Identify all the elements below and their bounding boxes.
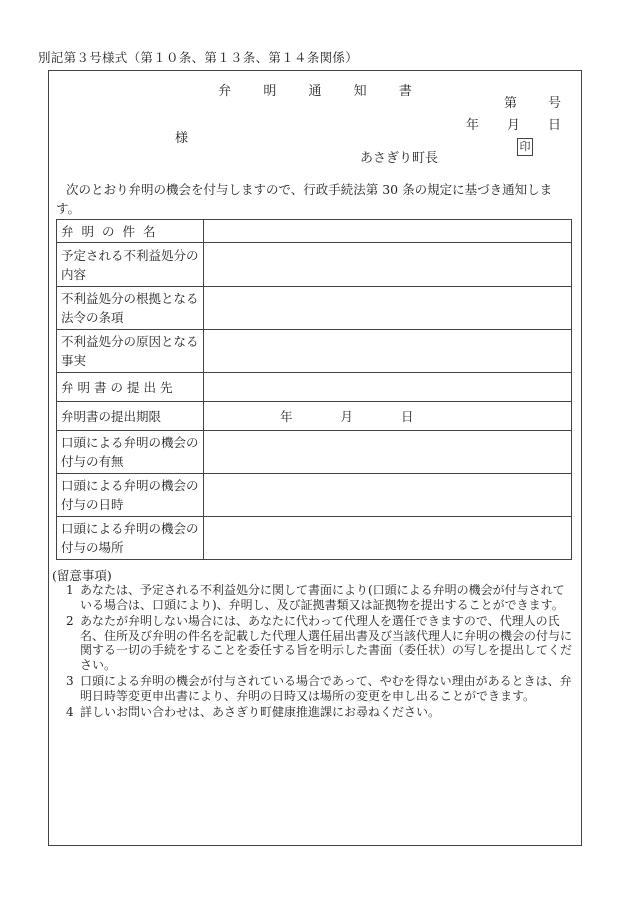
note-number: 1	[66, 583, 74, 597]
note-text: あなたが弁明しない場合には、あなたに代わって代理人を選任できますので、代理人の氏名、住所及び弁明の件名を記載した代理人選任届出書及び当該代理人に弁明の機会の付与に関する一切の手続をすることを委任する旨を明示した書面（委任状）の写しを提出してください。	[80, 614, 573, 672]
note-number: 4	[66, 705, 74, 719]
title-char: 明	[263, 84, 277, 99]
note-number: 2	[66, 614, 74, 628]
title-char: 弁	[218, 84, 232, 99]
row-value	[204, 373, 572, 402]
row-value	[204, 474, 572, 517]
row-value	[204, 517, 572, 560]
title-char: 通	[308, 84, 322, 99]
table-row	[57, 431, 572, 474]
title-char: 知	[353, 84, 367, 99]
table-row	[57, 220, 572, 243]
table-row	[57, 474, 572, 517]
date-day: 日	[548, 118, 562, 133]
sender-name: あさぎり町長	[360, 151, 439, 166]
row-value	[204, 287, 572, 330]
note-text: 口頭による弁明の機会が付与されている場合であって、やむを得ない理由があるときは、弁明日時等変更申出書により、弁明の日時又は場所の変更を申し出ることができます。	[80, 674, 572, 703]
notes-heading: (留意事項)	[52, 568, 112, 583]
date-month: 月	[507, 118, 521, 133]
note-item	[60, 674, 575, 703]
row-label: 弁明書の提出期限	[57, 402, 204, 431]
document-title	[0, 80, 630, 99]
row-value	[204, 220, 572, 243]
row-label: 弁明の件名	[57, 220, 204, 243]
table-row	[57, 402, 572, 431]
note-number: 3	[66, 674, 74, 688]
date-year: 年	[466, 118, 480, 133]
number-prefix: 第	[504, 96, 518, 111]
table-row	[57, 287, 572, 330]
intro-text: 次のとおり弁明の機会を付与しますので、行政手続法第 30 条の規定に基づき通知します。	[56, 182, 553, 216]
table-row	[57, 330, 572, 373]
form-label: 別記第３号様式（第１０条、第１３条、第１４条関係）	[38, 50, 359, 65]
deadline-year: 年	[280, 408, 293, 424]
row-label: 予定される不利益処分の内容	[57, 243, 204, 287]
row-label: 口頭による弁明の機会の付与の有無	[57, 431, 204, 474]
note-item	[60, 705, 575, 720]
row-label: 弁明書の提出先	[57, 373, 204, 402]
addressee-suffix: 様	[175, 131, 189, 146]
seal-mark: 印	[517, 138, 533, 156]
note-item	[60, 614, 575, 672]
table-row	[57, 243, 572, 287]
row-label: 不利益処分の根拠となる法令の条項	[57, 287, 204, 330]
note-text: あなたは、予定される不利益処分に関して書面により(口頭による弁明の機会が付与されている場合は、口頭により)、弁明し、及び証拠書類又は証拠物を提出することができます。	[80, 583, 565, 612]
row-label: 口頭による弁明の機会の付与の場所	[57, 517, 204, 560]
deadline-day: 日	[401, 408, 414, 424]
note-item	[60, 583, 575, 612]
row-value	[204, 330, 572, 373]
row-label: 不利益処分の原因となる事実	[57, 330, 204, 373]
note-text: 詳しいお問い合わせは、あさぎり町健康推進課にお尋ねください。	[80, 705, 441, 719]
row-value	[204, 431, 572, 474]
number-suffix: 号	[548, 96, 562, 111]
row-value	[204, 243, 572, 287]
table-row	[57, 517, 572, 560]
deadline-month: 月	[340, 408, 354, 424]
row-label: 口頭による弁明の機会の付与の日時	[57, 474, 204, 517]
row-value	[204, 402, 572, 431]
notice-table	[56, 219, 572, 560]
table-row	[57, 373, 572, 402]
notes-list	[60, 583, 575, 722]
title-char: 書	[398, 84, 412, 99]
